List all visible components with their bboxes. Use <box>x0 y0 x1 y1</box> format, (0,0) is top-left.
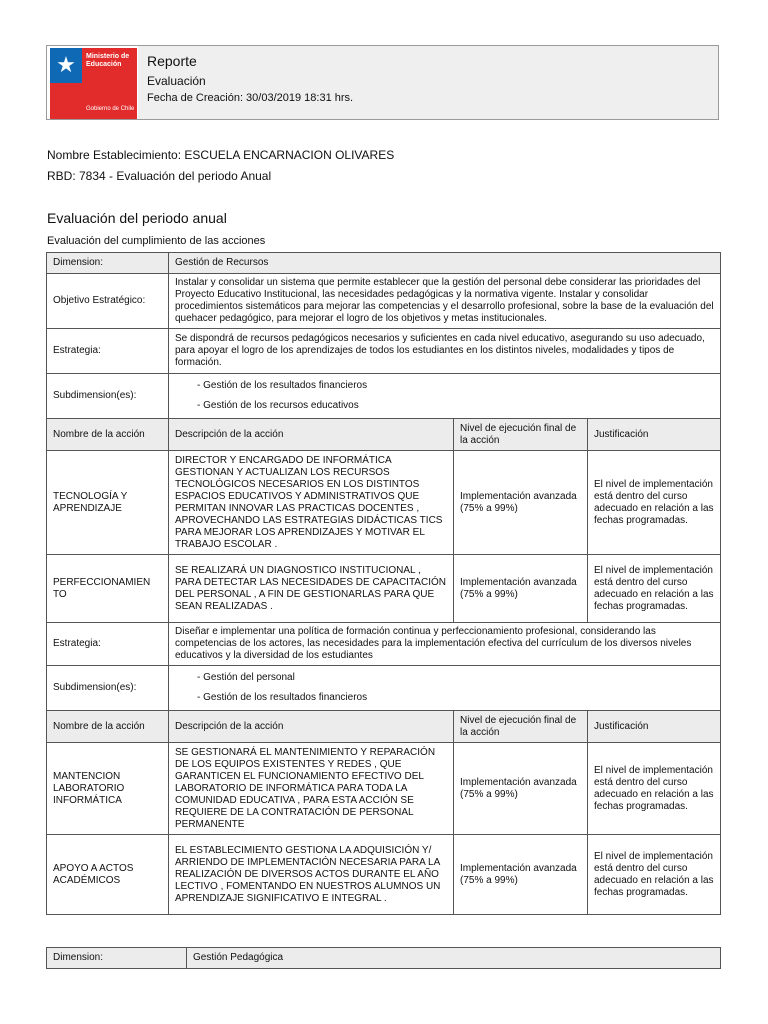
action-description: SE GESTIONARÁ EL MANTENIMIENTO Y REPARACIÓN DE LOS EQUIPOS EXISTENTES Y REDES , QUE GARANTICEN EL FUNCIONAMIENTO EFECTIVO DEL LABORATORIO DE INFORMÁTICA PARA TODA LA COMUNIDAD EDUCATIVA , PARA ESTA ACCIÓN SE REQUIERE DE LA CONTRATACIÓN DE PERSONAL PERMANENTE <box>169 743 454 835</box>
action-justification: El nivel de implementación está dentro del curso adecuado en relación a las fechas programadas. <box>588 555 721 623</box>
estrategia-row <box>47 623 721 666</box>
action-level: Implementación avanzada (75% a 99%) <box>454 835 588 915</box>
col-justificacion: Justificación <box>588 711 721 743</box>
actions-header-row <box>47 419 721 451</box>
action-justification: El nivel de implementación está dentro del curso adecuado en relación a las fechas programadas. <box>588 835 721 915</box>
logo-text: Ministerio de Educación <box>86 53 130 68</box>
estrategia-value: Se dispondrá de recursos pedagógicos necesarios y suficientes en cada nivel educativo, asegurando su uso adecuado, para apoyar el logro de los aprendizajes de todos los estudiantes en los distintos niveles, modalidades y tipos de formación. <box>169 329 721 374</box>
action-name: APOYO A ACTOS ACADÉMICOS <box>47 835 169 915</box>
school-rbd: RBD: 7834 - Evaluación del periodo Anual <box>47 169 272 183</box>
subdimension-label: Subdimension(es): <box>47 374 169 419</box>
subdimension-row <box>47 374 721 419</box>
report-header <box>46 45 719 120</box>
action-justification: El nivel de implementación está dentro del curso adecuado en relación a las fechas programadas. <box>588 743 721 835</box>
action-name: MANTENCION LABORATORIO INFORMÁTICA <box>47 743 169 835</box>
estrategia-label: Estrategia: <box>47 623 169 666</box>
subdimension-label: Subdimension(es): <box>47 666 169 711</box>
action-description: DIRECTOR Y ENCARGADO DE INFORMÁTICA GESTIONAN Y ACTUALIZAN LOS RECURSOS TECNOLÓGICOS NECESARIOS EN LOS DISTINTOS ESPACIOS EDUCATIVOS Y ADMINISTRATIVOS QUE PERMITAN INNOVAR LAS PRACTICAS DOCENTES , APROVECHANDO LAS ESTRATEGIAS DIDÁCTICAS TICS PARA MEJORAR LOS APRENDIZAJES Y MOTIVAR EL TRABAJO ESCOLAR . <box>169 451 454 555</box>
subdimension-item: - Gestión del personal <box>197 672 295 683</box>
action-description: SE REALIZARÁ UN DIAGNOSTICO INSTITUCIONAL , PARA DETECTAR LAS NECESIDADES DE CAPACITACIÓN DEL PERSONAL , A FIN DE GESTIONARLAS PARA QUE SEAN REALIZADAS . <box>169 555 454 623</box>
subdimension-item: - Gestión de los resultados financieros <box>197 380 368 391</box>
report-title: Reporte <box>147 53 197 69</box>
report-subtitle: Evaluación <box>147 74 206 88</box>
evaluation-table-recursos <box>46 252 721 915</box>
evaluation-table-pedagogica <box>46 947 721 969</box>
logo-bottom-text: Gobierno de Chile <box>86 106 135 112</box>
ministerio-logo <box>47 46 138 119</box>
section-subtitle: Evaluación del cumplimiento de las acciones <box>47 235 266 247</box>
subdimension-values <box>169 374 721 419</box>
action-level: Implementación avanzada (75% a 99%) <box>454 743 588 835</box>
dimension-row <box>47 948 721 969</box>
action-level: Implementación avanzada (75% a 99%) <box>454 555 588 623</box>
col-nivel: Nivel de ejecución final de la acción <box>454 711 588 743</box>
action-description: EL ESTABLECIMIENTO GESTIONA LA ADQUISICIÓN Y/ ARRIENDO DE IMPLEMENTACIÓN NECESARIA PARA LA REALIZACIÓN DE DIVERSOS ACTOS DURANTE EL AÑO LECTIVO , FOMENTANDO EN NUESTROS ALUMNOS UN APRENDIZAJE SIGNIFICATIVO E INTEGRAL . <box>169 835 454 915</box>
action-level: Implementación avanzada (75% a 99%) <box>454 451 588 555</box>
action-name: TECNOLOGÍA Y APRENDIZAJE <box>47 451 169 555</box>
col-nivel: Nivel de ejecución final de la acción <box>454 419 588 451</box>
subdimension-values <box>169 666 721 711</box>
dimension-value: Gestión Pedagógica <box>187 948 721 969</box>
estrategia-value: Diseñar e implementar una política de formación continua y perfeccionamiento profesional, considerando las competencias de los actores, las necesidades para la implementación efectiva del currículum de los diversos niveles educativos y la diversidad de los estudiantes <box>169 623 721 666</box>
school-name: Nombre Establecimiento: ESCUELA ENCARNACION OLIVARES <box>47 148 395 162</box>
action-row <box>47 743 721 835</box>
objetivo-row <box>47 274 721 329</box>
col-nombre: Nombre de la acción <box>47 711 169 743</box>
section-title: Evaluación del periodo anual <box>47 210 227 226</box>
col-descripcion: Descripción de la acción <box>169 711 454 743</box>
col-justificacion: Justificación <box>588 419 721 451</box>
dimension-value: Gestión de Recursos <box>169 253 721 274</box>
action-row <box>47 835 721 915</box>
dimension-label: Dimension: <box>47 948 187 969</box>
creation-date: Fecha de Creación: 30/03/2019 18:31 hrs. <box>147 92 354 104</box>
dimension-row <box>47 253 721 274</box>
estrategia-label: Estrategia: <box>47 329 169 374</box>
dimension-label: Dimension: <box>47 253 169 274</box>
subdimension-item: - Gestión de los recursos educativos <box>197 400 359 411</box>
col-descripcion: Descripción de la acción <box>169 419 454 451</box>
subdimension-item: - Gestión de los resultados financieros <box>197 692 368 703</box>
action-row <box>47 451 721 555</box>
estrategia-row <box>47 329 721 374</box>
star-icon: ★ <box>56 52 76 77</box>
actions-header-row <box>47 711 721 743</box>
action-justification: El nivel de implementación está dentro del curso adecuado en relación a las fechas programadas. <box>588 451 721 555</box>
action-name: PERFECCIONAMIEN TO <box>47 555 169 623</box>
objetivo-value: Instalar y consolidar un sistema que permite establecer que la gestión del personal debe considerar las prioridades del Proyecto Educativo Institucional, las necesidades pedagógicas y la normativa vigente. Instalar y consolidar procedimientos sistemáticos para mejorar las competencias y el desarrollo profesional, sobre la base de la evaluación del quehacer pedagógico, para mejorar el logro de los objetivos y metas institucionales. <box>169 274 721 329</box>
subdimension-row <box>47 666 721 711</box>
action-row <box>47 555 721 623</box>
objetivo-label: Objetivo Estratégico: <box>47 274 169 329</box>
col-nombre: Nombre de la acción <box>47 419 169 451</box>
